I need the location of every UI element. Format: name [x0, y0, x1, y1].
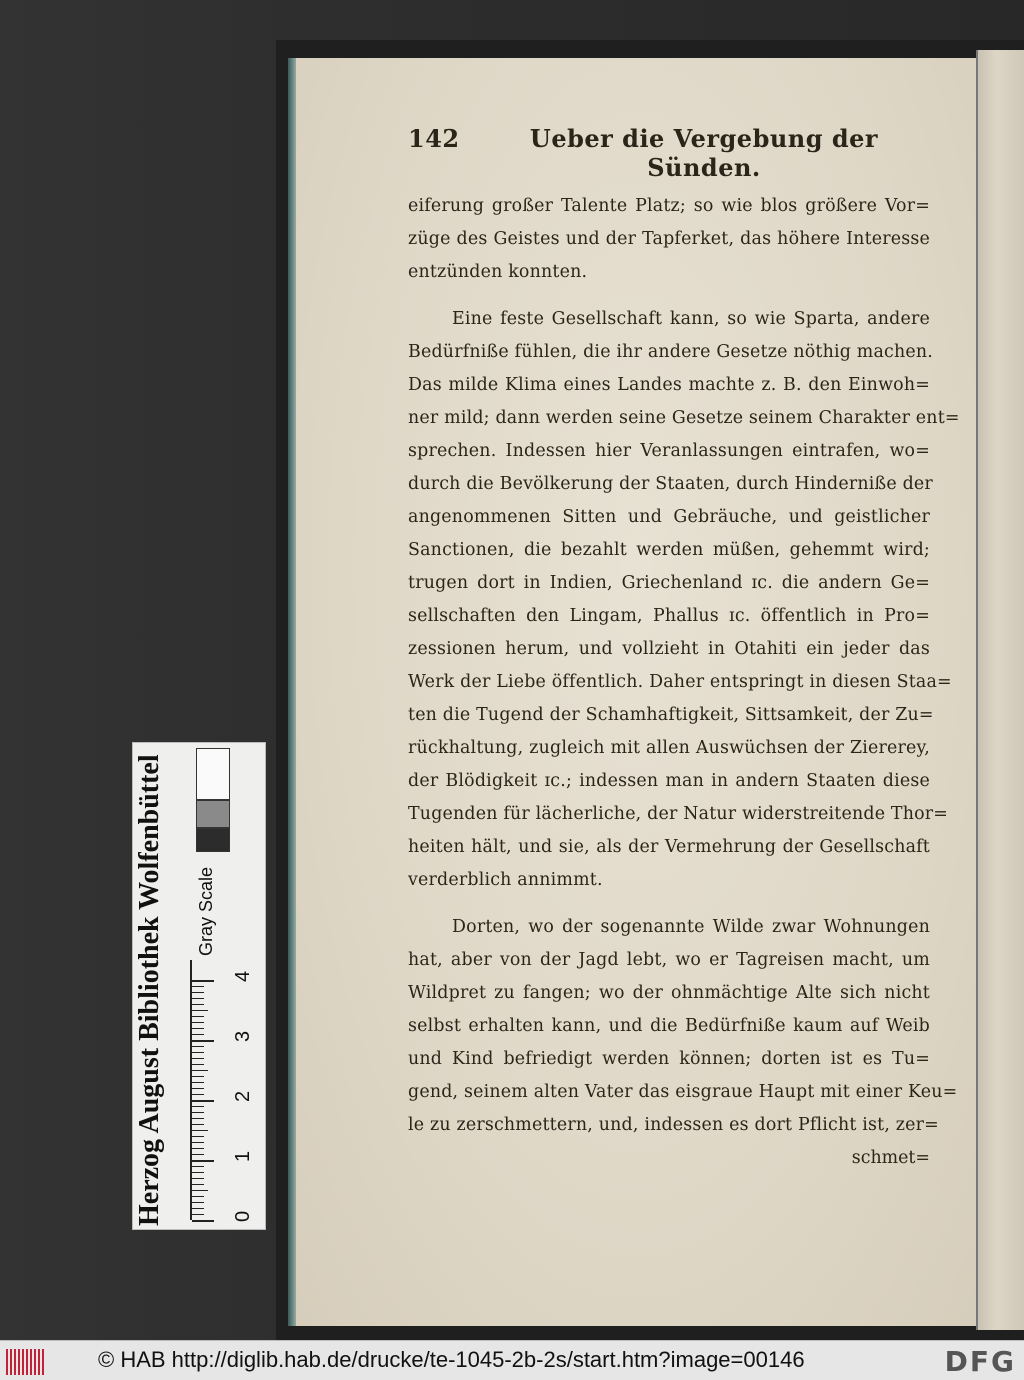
paragraph-2: [408, 303, 960, 897]
text-line: sprechen. Indessen hier Veranlassungen eintrafen, wo=: [408, 441, 930, 461]
ruler-number: 0: [232, 1210, 254, 1222]
text-line: sellschaften den Lingam, Phallus ɪc. öffentlich in Pro=: [408, 606, 930, 626]
text-line: selbst erhalten kann, und die Bedürfniße kaum auf Weib: [408, 1016, 930, 1036]
ruler-tick: [192, 1130, 208, 1131]
ruler-tick: [192, 1016, 204, 1017]
paragraph-3: [408, 911, 958, 1142]
ruler-tick: [192, 1082, 204, 1083]
ruler-tick: [192, 1214, 204, 1215]
ruler-tick: [192, 1112, 204, 1113]
ruler-tick: [192, 1004, 204, 1005]
ruler-tick: [192, 1220, 214, 1222]
ruler-tick: [192, 1028, 204, 1029]
ruler-scale: [190, 960, 226, 1220]
text-line: Sanctionen, die bezahlt werden müßen, gehemmt wird;: [408, 540, 930, 560]
text-line: züge des Geistes und der Tapferket, das höhere Interesse: [408, 229, 930, 249]
running-head: Ueber die Vergebung der Sünden.: [529, 124, 879, 182]
text-line: Wildpret zu fangen; wo der ohnmächtige Alte sich nicht: [408, 983, 930, 1003]
text-line: Dorten, wo der sogenannte Wilde zwar Wohnungen: [452, 917, 930, 937]
paragraph-1: [408, 190, 930, 289]
catchword: schmet=: [851, 1148, 930, 1168]
text-line: zessionen herum, und vollzieht in Otahiti ein jeder das: [408, 639, 930, 659]
next-page-edge: [976, 50, 1024, 1330]
text-line: verderblich annimmt.: [408, 870, 603, 890]
text-line: entzünden konnten.: [408, 262, 588, 282]
ruler-tick: [192, 1154, 204, 1155]
text-line: ten die Tugend der Schamhaftigkeit, Sittsamkeit, der Zu=: [408, 705, 934, 725]
ruler-tick: [192, 992, 204, 993]
copyright-url[interactable]: © HAB http://diglib.hab.de/drucke/te-1045-2b-2s/start.htm?image=00146: [98, 1347, 805, 1372]
ruler-number: 2: [232, 1090, 254, 1102]
page-spine-edge: [288, 58, 296, 1326]
text-line: angenommenen Sitten und Gebräuche, und geistlicher: [408, 507, 930, 527]
ruler-number: 4: [232, 970, 254, 982]
text-line: Eine feste Gesellschaft kann, so wie Sparta, andere: [452, 309, 930, 329]
book-page: [296, 58, 976, 1326]
ruler-tick: [192, 1064, 204, 1065]
text-line: eiferung großer Talente Platz; so wie blos größere Vor=: [408, 196, 930, 216]
ruler-number: 1: [232, 1150, 254, 1162]
ruler-tick: [192, 1088, 204, 1089]
text-line: durch die Bevölkerung der Staaten, durch Hinderniße der: [408, 474, 933, 494]
ruler-tick: [192, 1148, 204, 1149]
text-line: Das milde Klima eines Landes machte z. B. den Einwoh=: [408, 375, 930, 395]
gray-patch-white: [196, 748, 230, 800]
ruler-tick: [192, 1142, 204, 1143]
ruler-tick: [192, 1070, 208, 1071]
ruler-tick: [192, 1106, 204, 1107]
text-line: rückhaltung, zugleich mit allen Auswüchsen der Ziererey,: [408, 738, 930, 758]
text-line: Bedürfniße fühlen, die ihr andere Gesetze nöthig machen.: [408, 342, 934, 362]
institution-label: Herzog August Bibliothek Wolfenbüttel: [134, 754, 165, 1226]
page-number: 142: [408, 124, 460, 153]
text-line: hat, aber von der Jagd lebt, wo er Tagreisen macht, um: [408, 950, 930, 970]
ruler-tick: [192, 980, 214, 982]
ruler-tick: [192, 1202, 204, 1203]
gray-patch-mid: [196, 800, 230, 828]
text-line: der Blödigkeit ɪc.; indessen man in andern Staaten diese: [408, 771, 930, 791]
text-line: trugen dort in Indien, Griechenland ɪc. die andern Ge=: [408, 573, 930, 593]
ruler-tick: [192, 1190, 208, 1191]
ruler-tick: [192, 986, 204, 987]
ruler-tick: [192, 1022, 204, 1023]
ruler-number: 3: [232, 1030, 254, 1042]
text-line: heiten hält, und sie, als der Vermehrung der Gesellschaft: [408, 837, 930, 857]
ruler-tick: [192, 1010, 208, 1011]
page-header: [408, 124, 930, 182]
ruler-tick: [192, 1184, 204, 1185]
ruler-tick: [192, 1178, 204, 1179]
text-line: le zu zerschmettern, und, indessen es dort Pflicht ist, zer=: [408, 1115, 939, 1135]
ruler-tick: [192, 1100, 214, 1102]
text-line: Werk der Liebe öffentlich. Daher entspringt in diesen Staa=: [408, 672, 952, 692]
ruler-tick: [192, 1118, 204, 1119]
ruler-tick: [192, 1160, 214, 1162]
ruler-tick: [192, 1076, 204, 1077]
ruler-tick: [192, 1058, 204, 1059]
page-text-block: [408, 124, 960, 1175]
ruler-tick: [192, 1136, 204, 1137]
ruler-tick: [192, 1196, 204, 1197]
ruler-tick: [192, 1166, 204, 1167]
ruler-tick: [192, 1040, 214, 1042]
text-line: Tugenden für lächerliche, der Natur widerstreitende Thor=: [408, 804, 949, 824]
barcode-icon: [6, 1349, 46, 1375]
gray-patch-dark: [196, 828, 230, 852]
ruler-tick: [192, 1172, 204, 1173]
text-line: ner mild; dann werden seine Gesetze seinem Charakter ent=: [408, 408, 960, 428]
gray-scale-label: Gray Scale: [196, 866, 216, 956]
ruler-tick: [192, 1124, 204, 1125]
ruler-tick: [192, 1046, 204, 1047]
ruler-tick: [192, 1034, 204, 1035]
ruler-tick: [192, 1052, 204, 1053]
dfg-logo: DFG: [944, 1345, 1016, 1378]
footer-bar: [0, 1340, 1024, 1380]
ruler-tick: [192, 998, 204, 999]
ruler-tick: [192, 1208, 204, 1209]
ruler-tick: [192, 1094, 204, 1095]
text-line: und Kind befriedigt werden können; dorten ist es Tu=: [408, 1049, 930, 1069]
text-line: gend, seinem alten Vater das eisgraue Haupt mit einer Keu=: [408, 1082, 958, 1102]
